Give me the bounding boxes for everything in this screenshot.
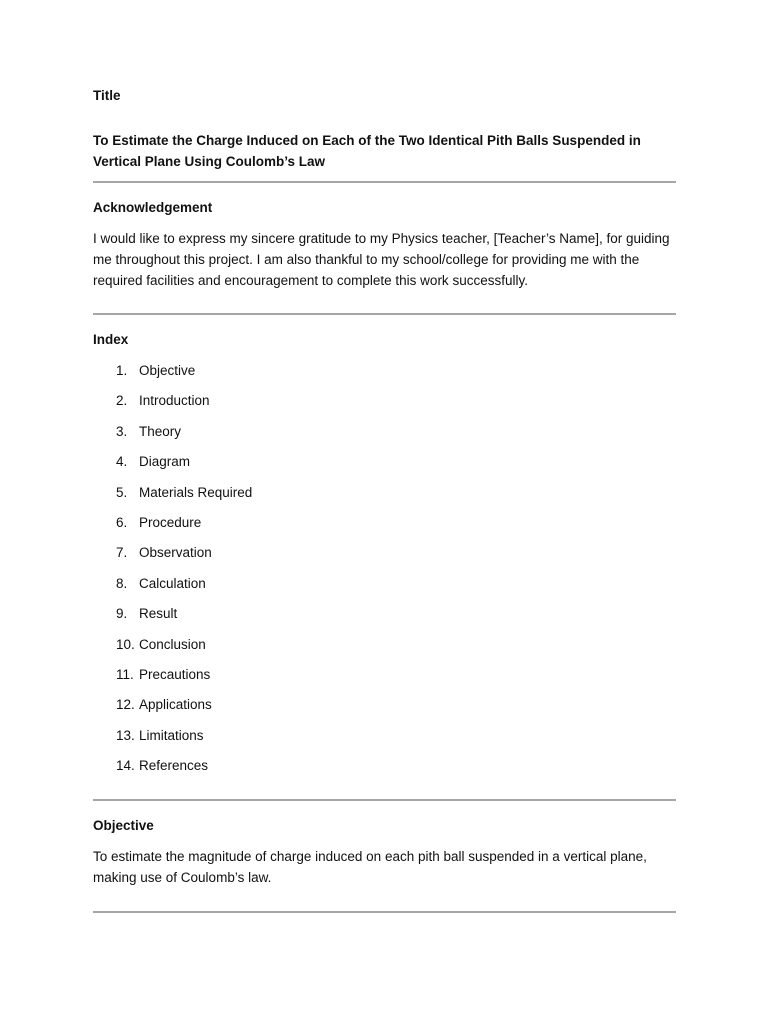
- title-section-heading: Title: [93, 88, 121, 103]
- objective-heading: Objective: [93, 818, 154, 833]
- index-item: [116, 513, 252, 543]
- index-item-number: 10.: [116, 636, 135, 652]
- document-title: To Estimate the Charge Induced on Each of the Two Identical Pith Balls Suspended in Vertical Plane Using Coulomb’s Law: [93, 132, 641, 169]
- index-item: [116, 726, 252, 756]
- index-item: [116, 695, 252, 725]
- index-item-label: Objective: [139, 363, 196, 378]
- index-item-number: 11.: [116, 666, 134, 682]
- index-item-number: 2.: [116, 393, 128, 409]
- index-item-number: 3.: [116, 423, 128, 439]
- index-item-label: Procedure: [139, 514, 202, 530]
- index-item-label: Calculation: [139, 575, 206, 591]
- section-divider: [93, 799, 676, 801]
- index-item: [116, 391, 252, 421]
- section-divider: [93, 313, 676, 315]
- index-item-label: Introduction: [139, 393, 210, 409]
- index-item-label: Theory: [139, 423, 182, 439]
- index-item-label: Materials Required: [139, 484, 253, 500]
- index-item: [116, 452, 252, 482]
- index-item: [116, 361, 252, 391]
- index-item-number: 13.: [116, 727, 135, 743]
- index-item-label: Diagram: [139, 454, 191, 470]
- index-item: [116, 604, 252, 634]
- index-item-number: 6.: [116, 514, 128, 530]
- index-item-label: Limitations: [139, 727, 204, 743]
- index-item-number: 5.: [116, 484, 128, 500]
- index-item: [116, 635, 252, 665]
- index-item-number: 8.: [116, 575, 128, 591]
- index-item-number: 12.: [116, 697, 135, 713]
- index-item-label: Conclusion: [139, 636, 206, 652]
- index-item-number: 9.: [116, 606, 128, 622]
- index-item-number: 4.: [116, 454, 128, 470]
- index-item-label: Result: [139, 606, 178, 622]
- index-list: [116, 361, 252, 786]
- index-item: [116, 422, 252, 452]
- index-item-number: 14.: [116, 758, 135, 774]
- index-item-number: 1.: [116, 363, 128, 378]
- section-divider: [93, 181, 676, 183]
- objective-text: To estimate the magnitude of charge induced on each pith ball suspended in a vertical plane, making use of Coulomb’s law.: [93, 849, 647, 885]
- index-item: [116, 543, 252, 573]
- index-item: [116, 483, 252, 513]
- index-item-number: 7.: [116, 545, 128, 561]
- index-item-label: Precautions: [139, 666, 211, 682]
- index-item-label: Observation: [139, 545, 212, 561]
- index-item: [116, 665, 252, 695]
- index-item-label: Applications: [139, 697, 212, 713]
- acknowledgement-text: I would like to express my sincere gratitude to my Physics teacher, [Teacher’s Name], for guiding me throughout this project. I am also thankful to my school/college for providing me with the required facilities and encouragement to complete this work successfully.: [93, 231, 670, 288]
- index-item: [116, 574, 252, 604]
- index-item-label: References: [139, 758, 209, 774]
- index-heading: Index: [93, 332, 129, 347]
- acknowledgement-heading: Acknowledgement: [93, 200, 213, 215]
- index-item: [116, 756, 252, 786]
- section-divider: [93, 911, 676, 913]
